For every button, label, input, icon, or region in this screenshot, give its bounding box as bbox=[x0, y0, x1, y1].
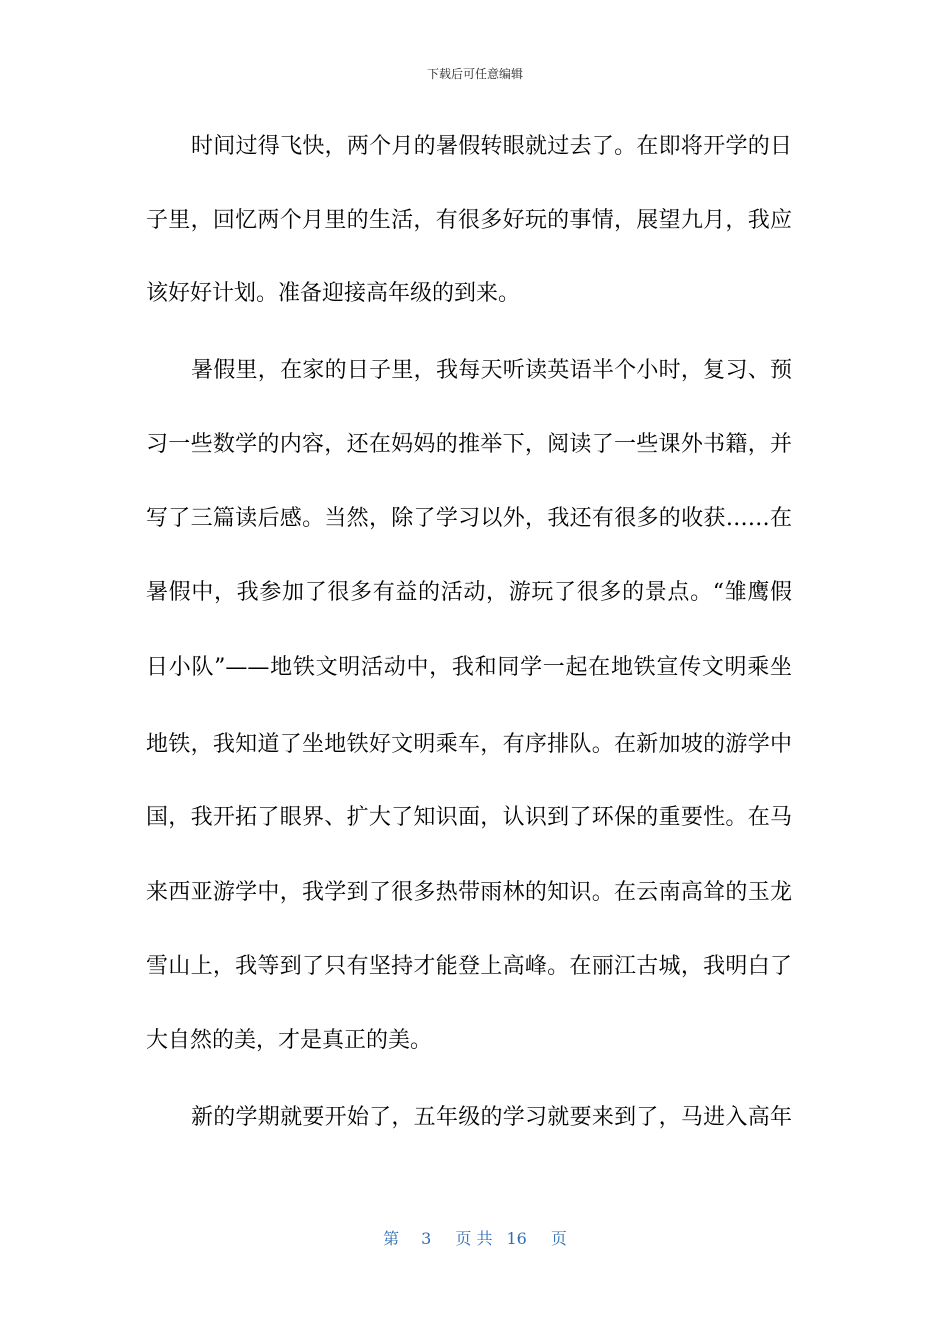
footer-prefix: 第 bbox=[383, 1229, 400, 1248]
paragraph-3-line-1: 新的学期就要开始了，五年级的学习就要来到了，马进入高年 bbox=[191, 1105, 792, 1130]
paragraph-1-line-1: 时间过得飞快，两个月的暑假转眼就过去了。在即将开学的日 bbox=[191, 134, 792, 159]
paragraph-2-line-7: 国，我开拓了眼界、扩大了知识面，认识到了环保的重要性。在马 bbox=[146, 805, 792, 830]
paragraph-2-line-2: 习一些数学的内容，还在妈妈的推举下，阅读了一些课外书籍，并 bbox=[146, 432, 792, 457]
total-pages-number: 16 bbox=[506, 1229, 527, 1248]
paragraph-2-line-5: 日小队”——地铁文明活动中，我和同学一起在地铁宣传文明乘坐 bbox=[146, 655, 792, 680]
page-header-note: 下载后可任意编辑 bbox=[426, 67, 523, 81]
paragraph-2-line-10: 大自然的美，才是真正的美。 bbox=[146, 1028, 433, 1053]
paragraph-1-line-2: 子里，回忆两个月里的生活，有很多好玩的事情，展望九月，我应 bbox=[146, 208, 792, 233]
paragraph-2-line-3: 写了三篇读后感。当然，除了学习以外，我还有很多的收获……在 bbox=[146, 506, 792, 531]
paragraph-2-line-1: 暑假里，在家的日子里，我每天听读英语半个小时，复习、预 bbox=[191, 358, 792, 383]
page-number-footer bbox=[0, 1229, 950, 1249]
footer-middle: 页 共 bbox=[455, 1229, 493, 1248]
current-page-number: 3 bbox=[421, 1229, 432, 1248]
paragraph-1-line-3: 该好好计划。准备迎接高年级的到来。 bbox=[146, 281, 521, 306]
paragraph-2-line-8: 来西亚游学中，我学到了很多热带雨林的知识。在云南高耸的玉龙 bbox=[146, 880, 792, 905]
paragraph-2-line-6: 地铁，我知道了坐地铁好文明乘车，有序排队。在新加坡的游学中 bbox=[146, 732, 792, 757]
footer-suffix: 页 bbox=[550, 1229, 567, 1248]
paragraph-2-line-9: 雪山上，我等到了只有坚持才能登上高峰。在丽江古城，我明白了 bbox=[146, 954, 792, 979]
paragraph-2-line-4: 暑假中，我参加了很多有益的活动，游玩了很多的景点。“雏鹰假 bbox=[146, 580, 792, 605]
